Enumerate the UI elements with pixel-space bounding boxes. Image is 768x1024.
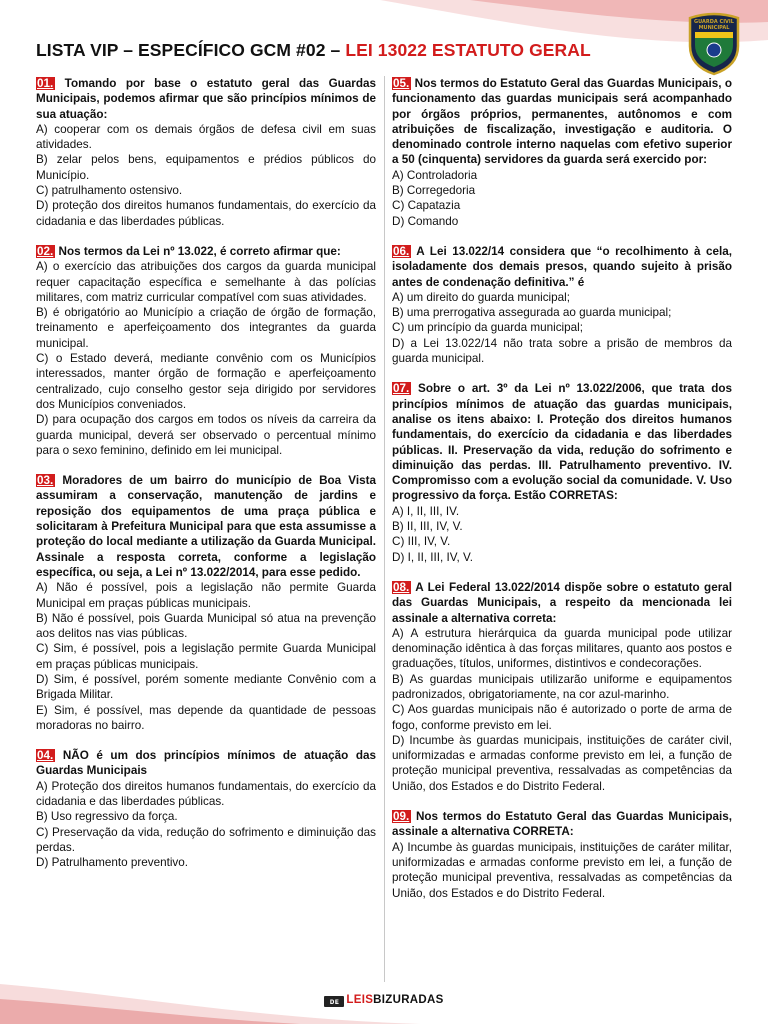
question-number: 07. [393,382,410,396]
question-number: 04. [37,749,54,763]
question-stem-line [36,748,376,779]
answer-option: A) um direito do guarda municipal; [392,290,571,304]
question-item [392,580,732,794]
brand-logo-icon: ᴅᴇ [324,996,344,1007]
brand-name-black: BIZURADAS [373,994,444,1006]
page-title-prefix: LISTA VIP – ESPECÍFICO GCM #02 – [36,40,346,60]
question-stem-line [36,473,376,580]
answer-options [392,840,732,901]
answer-option: A) A estrutura hierárquica da guarda municipal pode utilizar denominação idêntica à das forças militares, quanto aos postos e graduações, títulos, uniformes, distintivos e condecorações. [392,626,732,671]
question-stem: Moradores de um bairro do município de Boa Vista assumiram a conservação, manutenção de jardins e reposição dos equipamentos de uma praça pública e solicitaram à Prefeitura Municipal para que esta assumisse a proteção do local mediante a utilização da Guarda Municipal. Assinale a resposta correta, conforme a legislação específica, ou seja, a Lei nº 13.022/2014, para esse pedido. [36,474,376,579]
answer-option: B) Uso regressivo da força. [36,810,178,824]
question-stem: Nos termos do Estatuto Geral das Guardas Municipais, o funcionamento das guardas municipais será acompanhado por órgãos próprios, permanentes, autônomos e com atribuições de fiscalização, investigação e auditoria. O denominado controle interno naquelas com efetivo superior a 50 (cinquenta) servidores da guarda será exercido por: [392,77,732,167]
question-number: 02. [37,244,54,258]
answer-option: D) I, II, III, IV, V. [392,550,473,564]
question-stem-line [36,76,376,122]
answer-options [36,580,376,733]
answer-option: C) Aos guardas municipais não é autorizado o porte de arma de fogo, conforme previsto em lei. [392,703,732,732]
question-item [392,76,732,229]
question-stem-line [392,809,732,840]
answer-options [36,259,376,458]
question-stem: Nos termos do Estatuto Geral das Guardas Municipais, assinale a alternativa CORRETA: [392,810,732,839]
question-number: 08. [393,580,410,594]
answer-option: A) Controladoria [392,168,478,182]
question-item [36,748,376,870]
answer-option: D) para ocupação dos cargos em todos os níveis da carreira da guarda municipal, deverá ser observado o percentual mínimo para o sexo feminino, definido em lei municipal. [36,413,376,457]
question-stem-line [36,244,376,259]
answer-option: C) Sim, é possível, pois a legislação permite Guarda Municipal em praças públicas municipais. [36,642,376,671]
answer-options [36,122,376,229]
answer-option: B) Não é possível, pois Guarda Municipal só atua na prevenção aos delitos nas vias públicas. [36,611,376,641]
answer-option: A) Proteção dos direitos humanos fundamentais, do exercício da cidadania e das liberdades públicas. [36,779,376,809]
question-item [36,244,376,458]
answer-option: B) II, III, IV, V. [392,520,463,534]
answer-option: B) Corregedoria [392,184,476,198]
question-stem-line [392,76,732,168]
answer-option: A) o exercício das atribuições dos cargos da guarda municipal requer capacitação específica e semelhante à das polícias militares, com matriz curricular compatível com suas atividades. [36,260,376,304]
answer-option: B) zelar pelos bens, equipamentos e prédios públicos do Município. [36,153,376,182]
answer-option: D) a Lei 13.022/14 não trata sobre a prisão de membros da guarda municipal. [392,336,732,366]
answer-option: A) Incumbe às guardas municipais, instituições de caráter militar, uniformizadas e armadas conforme previsto em lei, a função de proteção municipal preventiva, ressalvadas as competências da União, dos Estados e do Distrito Federal. [392,840,732,900]
answer-option: A) Não é possível, pois a legislação não permite Guarda Municipal em praças públicas municipais. [36,581,376,610]
question-stem: A Lei Federal 13.022/2014 dispõe sobre o estatuto geral das Guardas Municipais, a respeito da mencionada lei assinale a alternativa correta: [392,580,732,625]
answer-option: A) cooperar com os demais órgãos de defesa civil em suas atividades. [36,122,376,152]
question-item [392,809,732,901]
question-item [392,244,732,366]
question-item [392,381,732,565]
answer-options [36,779,376,871]
answer-option: D) Patrulhamento preventivo. [36,856,189,870]
answer-option: E) Sim, é possível, mas depende da quantidade de pessoas moradoras no bairro. [36,703,376,732]
page-title-highlight: LEI 13022 ESTATUTO GERAL [345,40,591,60]
question-number: 09. [393,810,410,824]
answer-option: D) Sim, é possível, porém somente mediante Convênio com a Brigada Militar. [36,672,376,702]
answer-option: D) Comando [392,214,459,228]
question-stem: A Lei 13.022/14 considera que “o recolhimento à cela, isoladamente dos demais presos, quando sujeito à prisão antes de condenação definitiva.” é [392,244,732,289]
footer-brand [0,994,768,1007]
column-divider [384,76,385,982]
question-stem: Sobre o art. 3º da Lei nº 13.022/2006, que trata dos princípios mínimos de atuação das guardas municipais, analise os itens abaixo: I. Proteção dos direitos humanos fundamentais, do exercício da cidadania e das liberdades públicas. II. Preservação da vida, redução do sofrimento e diminuição das perdas. III. Patrulhamento preventivo. IV. Compromisso com a evolução social da comunidade. V. Uso progressivo da força. Estão CORRETAS: [392,382,732,503]
svg-text:GUARDA CIVIL: GUARDA CIVIL [694,19,734,25]
answer-option: B) uma prerrogativa assegurada ao guarda municipal; [392,306,672,320]
answer-option: A) I, II, III, IV. [392,504,460,518]
answer-option: B) As guardas municipais utilizarão uniforme e equipamentos padronizados, obrigatoriamente, na cor azul-marinho. [392,672,732,701]
question-stem: NÃO é um dos princípios mínimos de atuação das Guardas Municipais [36,749,376,778]
question-stem: Tomando por base o estatuto geral das Guardas Municipais, podemos afirmar que são princípios mínimos de sua atuação: [36,77,376,121]
answer-option: B) é obrigatório ao Município a criação de órgão de formação, treinamento e aperfeiçoamento dos integrantes da guarda municipal. [36,306,376,350]
question-number: 05. [393,77,410,90]
answer-option: C) Preservação da vida, redução do sofrimento e diminuição das perdas. [36,825,376,854]
question-number: 06. [393,244,410,258]
question-stem-line [392,244,732,290]
answer-option: C) um princípio da guarda municipal; [392,321,583,335]
questions-right-column [392,76,732,916]
answer-options [392,290,732,366]
question-stem-line [392,580,732,626]
page-title [36,40,591,61]
answer-option: C) o Estado deverá, mediante convênio com os Municípios interessados, manter órgão de formação e aperfeiçoamento centralizado, cujo conselho gestor seja dirigido por servidores dos Municípios conveniados. [36,352,376,411]
question-stem-line [392,381,732,503]
guarda-civil-municipal-badge-icon [686,12,742,76]
answer-option: C) III, IV, V. [392,535,451,549]
svg-text:MUNICIPAL: MUNICIPAL [698,25,730,31]
question-number: 01. [37,77,54,90]
answer-option: C) patrulhamento ostensivo. [36,184,183,198]
answer-option: C) Capatazia [392,199,461,213]
answer-options [392,626,732,794]
answer-option: D) proteção dos direitos humanos fundamentais, do exercício da cidadania e das liberdades públicas. [36,199,376,228]
answer-options [392,504,732,565]
brand-name-red: LEIS [346,994,374,1006]
questions-left-column [36,76,376,886]
question-item [36,76,376,229]
question-stem: Nos termos da Lei nº 13.022, é correto afirmar que: [55,244,341,258]
answer-option: D) Incumbe às guardas municipais, instituições de caráter civil, uniformizadas e armadas conforme previsto em lei, a função de proteção municipal preventiva, ressalvadas as competências da União, dos Estados e do Distrito Federal. [392,733,732,793]
question-number: 03. [37,474,54,488]
question-item [36,473,376,733]
answer-options [392,168,732,229]
